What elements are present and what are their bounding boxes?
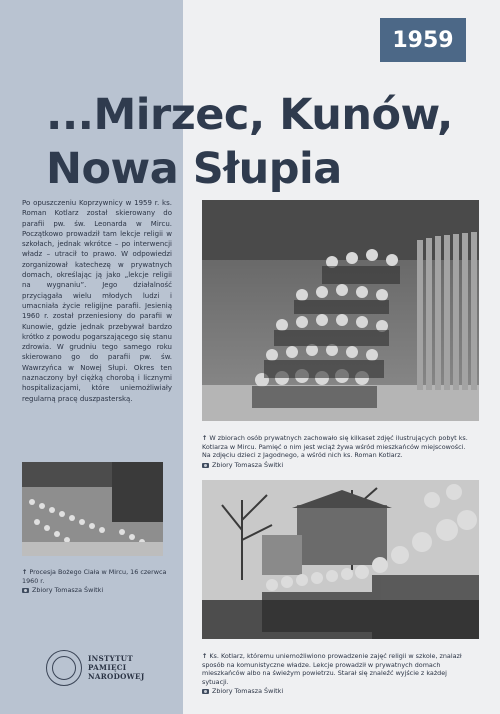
institution-line-3: NARODOWEJ bbox=[88, 672, 145, 681]
caption-photo-3-text: Ks. Kotlarz, któremu uniemożliwiono prowadzenie zajęć religii w szkole, znalazł sposób na komunistyczne władze. Lekcje prowadził w prywatnych domach mieszkańców albo na świeżym powietrzu. Starał się znaleźć wyjście z każdej sytuacji. bbox=[202, 652, 462, 686]
caption-photo-2-text: Procesja Bożego Ciała w Mircu, 16 czerwca 1960 r. bbox=[22, 568, 167, 585]
caption-photo-1-text: W zbiorach osób prywatnych zachowało się kilkaset zdjęć ilustrujących pobyt ks. Kotlarza w Mircu. Pamięć o nim jest wciąż żywa wśród mieszkańców miejscowości. Na zdjęciu dzieci z Jagodnego, a wśród nich ks. Roman Kotlarz. bbox=[202, 434, 468, 460]
page-title bbox=[46, 88, 486, 196]
caption-photo-2 bbox=[22, 568, 172, 595]
institution-line-2: PAMIĘCI bbox=[88, 663, 127, 672]
caption-photo-3-credit: Zbiory Tomasza Świtki bbox=[212, 687, 284, 696]
arrow-up-icon: ↑ bbox=[202, 434, 208, 442]
camera-icon bbox=[22, 588, 29, 593]
photo-procession bbox=[22, 462, 163, 556]
title-line-1: ...Mirzec, Kunów, bbox=[46, 90, 453, 140]
year-badge: 1959 bbox=[380, 18, 466, 62]
camera-icon bbox=[202, 463, 209, 468]
arrow-up-icon: ↑ bbox=[22, 568, 28, 576]
ipn-eagle-icon bbox=[52, 656, 76, 680]
institution-name bbox=[88, 654, 145, 681]
photo-children-jagodne-image bbox=[202, 200, 479, 421]
title-line-2: Nowa Słupia bbox=[46, 144, 342, 194]
photo-outdoor-lesson-image bbox=[202, 480, 479, 639]
caption-photo-2-credit: Zbiory Tomasza Świtki bbox=[32, 586, 104, 595]
caption-photo-1 bbox=[202, 434, 472, 469]
photo-procession-image bbox=[22, 462, 163, 556]
photo-children-jagodne bbox=[202, 200, 479, 421]
caption-photo-1-credit: Zbiory Tomasza Świtki bbox=[212, 460, 284, 469]
body-text: Po opuszczeniu Koprzywnicy w 1959 r. ks. Roman Kotlarz został skierowany do parafii pw. św. Leonarda w Mircu. Początkowo prowadził tam lekcje religii w szkołach, jednak wkrótce – po interwencji władz – utracił to prawo. W odpowiedzi zorganizował katechezę w prywatnych domach, określając ją jako „lekcje religii na wygnaniu”. Jego działalność przyciągała wielu młodych ludzi i umacniała życie religijne parafii. Jesienią 1960 r. został przeniesiony do parafii w Kunowie, gdzie jednak przebywał bardzo krótko z powodu pogarszającego się stanu zdrowia. W grudniu tego samego roku skierowano go do parafii pw. św. Wawrzyńca w Nowej Słupi. Okres ten naznaczony był ciężką chorobą i licznymi hospitalizacjami, które uniemożliwiały regularną pracę duszpasterską. bbox=[22, 199, 172, 403]
camera-icon bbox=[202, 689, 209, 694]
arrow-up-icon: ↑ bbox=[202, 652, 208, 660]
caption-photo-3 bbox=[202, 652, 472, 696]
ipn-seal-logo bbox=[46, 650, 82, 686]
photo-outdoor-lesson bbox=[202, 480, 479, 639]
institution-line-1: INSTYTUT bbox=[88, 654, 133, 663]
